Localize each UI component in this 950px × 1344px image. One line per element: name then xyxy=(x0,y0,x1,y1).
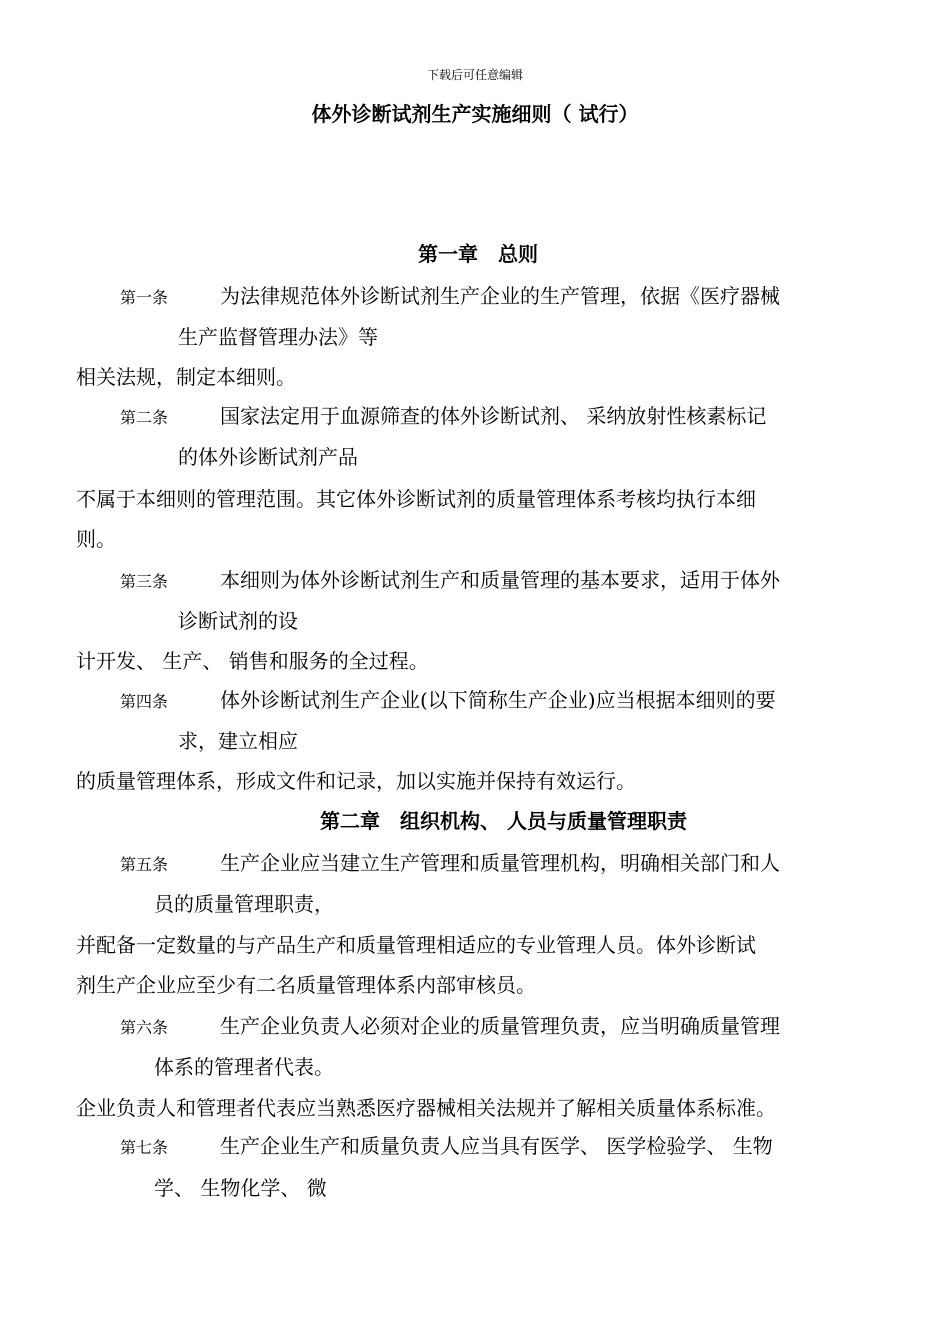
article-4-line2: 求，建立相应 xyxy=(178,729,298,753)
article-6-line1: 生产企业负责人必须对企业的质量管理负责，应当明确质量管理 xyxy=(220,1014,780,1038)
article-5-label: 第五条 xyxy=(120,855,169,874)
article-7-line2: 学、 生物化学、 微 xyxy=(154,1176,327,1200)
article-5-line1: 生产企业应当建立生产管理和质量管理机构，明确相关部门和人 xyxy=(220,851,780,875)
article-7-line1: 生产企业生产和质量负责人应当具有医学、 医学检验学、 生物 xyxy=(220,1134,773,1158)
article-4-line1: 体外诊断试剂生产企业(以下简称生产企业)应当根据本细则的要 xyxy=(220,688,776,712)
article-7-label: 第七条 xyxy=(120,1138,169,1157)
article-3-line2: 诊断试剂的设 xyxy=(178,609,298,633)
document-title: 体外诊断试剂生产实施细则（ 试行） xyxy=(311,102,639,126)
article-2-line1: 国家法定用于血源筛查的体外诊断试剂、 采纳放射性核素标记 xyxy=(220,404,767,428)
article-6-label: 第六条 xyxy=(120,1018,169,1037)
article-1-label: 第一条 xyxy=(120,288,169,307)
article-6-continuation-1: 企业负责人和管理者代表应当熟悉医疗器械相关法规并了解相关质量体系标准。 xyxy=(76,1096,776,1120)
article-3-label: 第三条 xyxy=(120,572,169,591)
article-3-line1: 本细则为体外诊断试剂生产和质量管理的基本要求，适用于体外 xyxy=(220,568,780,592)
article-1-continuation-1: 相关法规，制定本细则。 xyxy=(76,365,296,389)
article-6-line2: 体系的管理者代表。 xyxy=(154,1055,334,1079)
article-3-continuation-1: 计开发、 生产、 销售和服务的全过程。 xyxy=(76,649,429,673)
chapter-1-heading: 第一章 总则 xyxy=(418,242,538,266)
article-4-label: 第四条 xyxy=(120,692,169,711)
article-2-line2: 的体外诊断试剂产品 xyxy=(178,445,358,469)
article-2-continuation-1: 不属于本细则的管理范围。其它体外诊断试剂的质量管理体系考核均执行本细 xyxy=(76,487,756,511)
article-4-continuation-1: 的质量管理体系，形成文件和记录，加以实施并保持有效运行。 xyxy=(76,769,636,793)
article-2-continuation-2: 则。 xyxy=(76,527,116,551)
header-note: 下载后可任意编辑 xyxy=(426,68,523,82)
article-5-continuation-2: 剂生产企业应至少有二名质量管理体系内部审核员。 xyxy=(76,973,536,997)
article-5-line2: 员的质量管理职责， xyxy=(154,892,334,916)
article-1-line2: 生产监督管理办法》等 xyxy=(178,325,378,349)
article-5-continuation-1: 并配备一定数量的与产品生产和质量管理相适应的专业管理人员。体外诊断试 xyxy=(76,933,756,957)
chapter-2-heading: 第二章 组织机构、 人员与质量管理职责 xyxy=(320,809,687,833)
article-2-label: 第二条 xyxy=(120,408,169,427)
article-1-line1: 为法律规范体外诊断试剂生产企业的生产管理，依据《医疗器械 xyxy=(220,284,780,308)
